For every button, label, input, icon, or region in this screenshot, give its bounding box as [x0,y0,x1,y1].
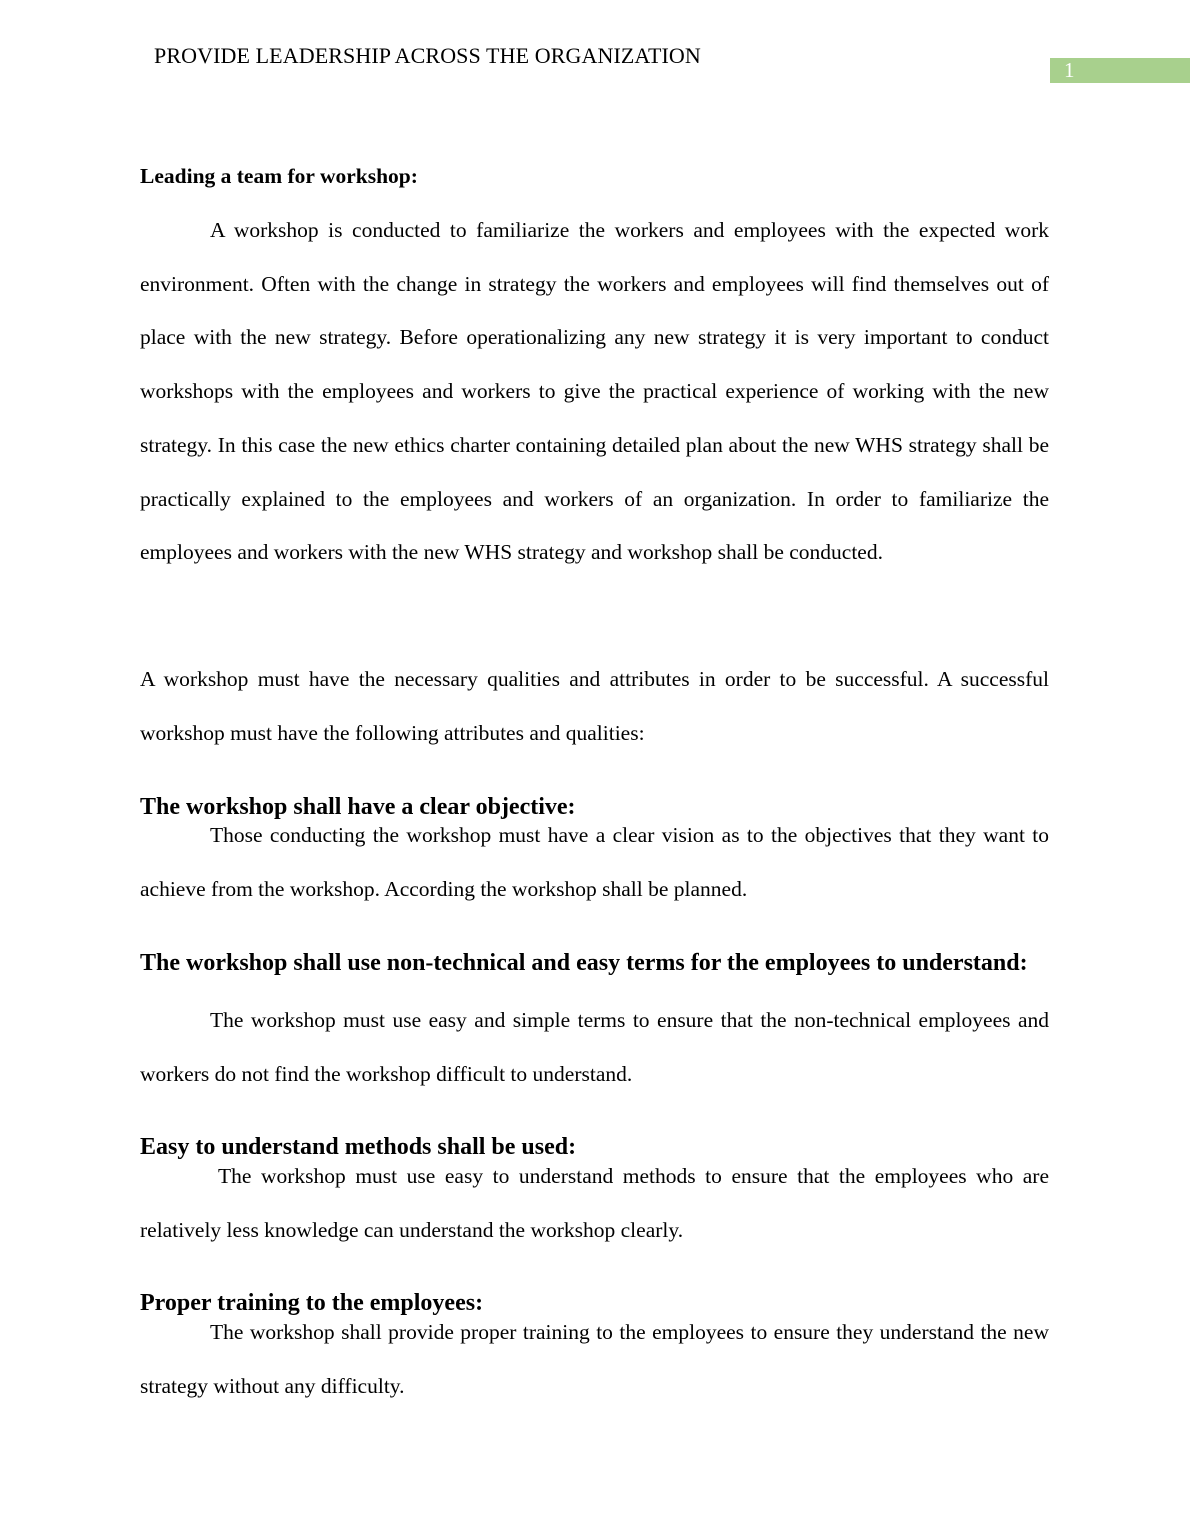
running-head: PROVIDE LEADERSHIP ACROSS THE ORGANIZATION [154,43,701,68]
intro-paragraph: A workshop is conducted to familiarize the workers and employees with the expected work environment. Often with the change in strategy the workers and employees will find themselves out of place with the new strategy. Before operationalizing any new strategy it is very important to conduct workshops with the employees and workers to give the practical experience of working with the new strategy. In this case the new ethics charter containing detailed plan about the new WHS strategy shall be practically explained to the employees and workers of an organization. In order to familiarize the employees and workers with the new WHS strategy and workshop shall be conducted. [140,218,1049,565]
section-heading-clear-objective: The workshop shall have a clear objective: [140,794,576,820]
section-body-proper-training: The workshop shall provide proper training to the employees to ensure they understand the new strategy without any difficulty. [140,1320,1049,1398]
section-body-clear-objective: Those conducting the workshop must have a clear vision as to the objectives that they want to achieve from the workshop. According the workshop shall be planned. [140,823,1049,901]
main-heading: Leading a team for workshop: [140,164,418,188]
section-body-non-technical-terms: The workshop must use easy and simple terms to ensure that the non-technical employees and workers do not find the workshop difficult to understand. [140,1008,1049,1086]
section-body-easy-methods: The workshop must use easy to understand methods to ensure that the employees who are relatively less knowledge can understand the workshop clearly. [140,1164,1049,1242]
section-heading-proper-training: Proper training to the employees: [140,1290,484,1316]
page-number-box [1050,58,1190,83]
section-heading-non-technical-terms: The workshop shall use non-technical and easy terms for the employees to understand: [140,950,1028,976]
qualities-paragraph: A workshop must have the necessary qualities and attributes in order to be successful. A successful workshop must have the following attributes and qualities: [140,667,1049,745]
section-heading-easy-methods: Easy to understand methods shall be used: [140,1134,577,1160]
page-number: 1 [1064,58,1075,82]
